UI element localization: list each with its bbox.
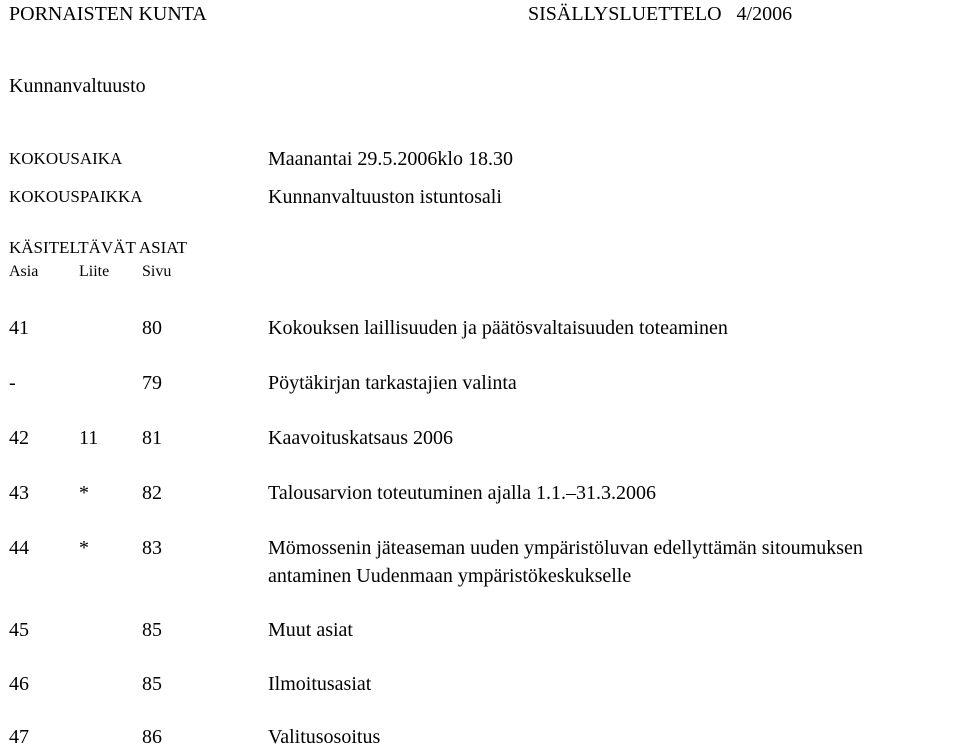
column-header-sivu: Sivu xyxy=(142,263,172,280)
council-name: Kunnanvaltuusto xyxy=(9,75,146,97)
item-title: Ilmoitusasiat xyxy=(268,673,372,695)
item-number: 44 xyxy=(9,537,29,559)
item-number: 45 xyxy=(9,619,29,641)
item-number: 42 xyxy=(9,427,29,449)
column-header-liite: Liite xyxy=(79,263,110,280)
agenda-section-title: KÄSITELTÄVÄT ASIAT xyxy=(9,238,188,257)
item-page: 79 xyxy=(142,372,162,394)
document-title: SISÄLLYSLUETTELO 4/2006 xyxy=(528,3,793,25)
item-title: Kaavoituskatsaus 2006 xyxy=(268,427,453,449)
item-number: 46 xyxy=(9,673,29,695)
meeting-place-value: Kunnanvaltuuston istuntosali xyxy=(268,186,502,208)
item-attachment: * xyxy=(79,482,89,504)
meeting-time-label: KOKOUSAIKA xyxy=(9,149,123,168)
item-page: 81 xyxy=(142,427,162,449)
item-page: 83 xyxy=(142,537,162,559)
municipality-name: PORNAISTEN KUNTA xyxy=(9,3,207,25)
item-title: Talousarvion toteutuminen ajalla 1.1.–31.3.2006 xyxy=(268,482,656,504)
item-title: Valitusosoitus xyxy=(268,726,381,748)
item-page: 85 xyxy=(142,673,162,695)
item-title: Mömossenin jäteaseman uuden ympäristöluvan edellyttämän sitoumuksen antaminen Uudenmaan ympäristökeskukselle xyxy=(268,537,863,587)
item-number: 43 xyxy=(9,482,29,504)
item-page: 80 xyxy=(142,317,162,339)
item-title: Muut asiat xyxy=(268,619,353,641)
item-title: Pöytäkirjan tarkastajien valinta xyxy=(268,372,517,394)
item-attachment: 11 xyxy=(79,427,99,449)
item-number: - xyxy=(9,372,16,394)
item-page: 86 xyxy=(142,726,162,748)
item-page: 82 xyxy=(142,482,162,504)
column-header-asia: Asia xyxy=(9,263,39,280)
item-number: 47 xyxy=(9,726,29,748)
meeting-time-value: Maanantai 29.5.2006klo 18.30 xyxy=(268,148,513,170)
item-number: 41 xyxy=(9,317,29,339)
meeting-place-label: KOKOUSPAIKKA xyxy=(9,187,143,206)
item-attachment: * xyxy=(79,537,89,559)
item-page: 85 xyxy=(142,619,162,641)
item-title: Kokouksen laillisuuden ja päätösvaltaisuuden toteaminen xyxy=(268,317,728,339)
